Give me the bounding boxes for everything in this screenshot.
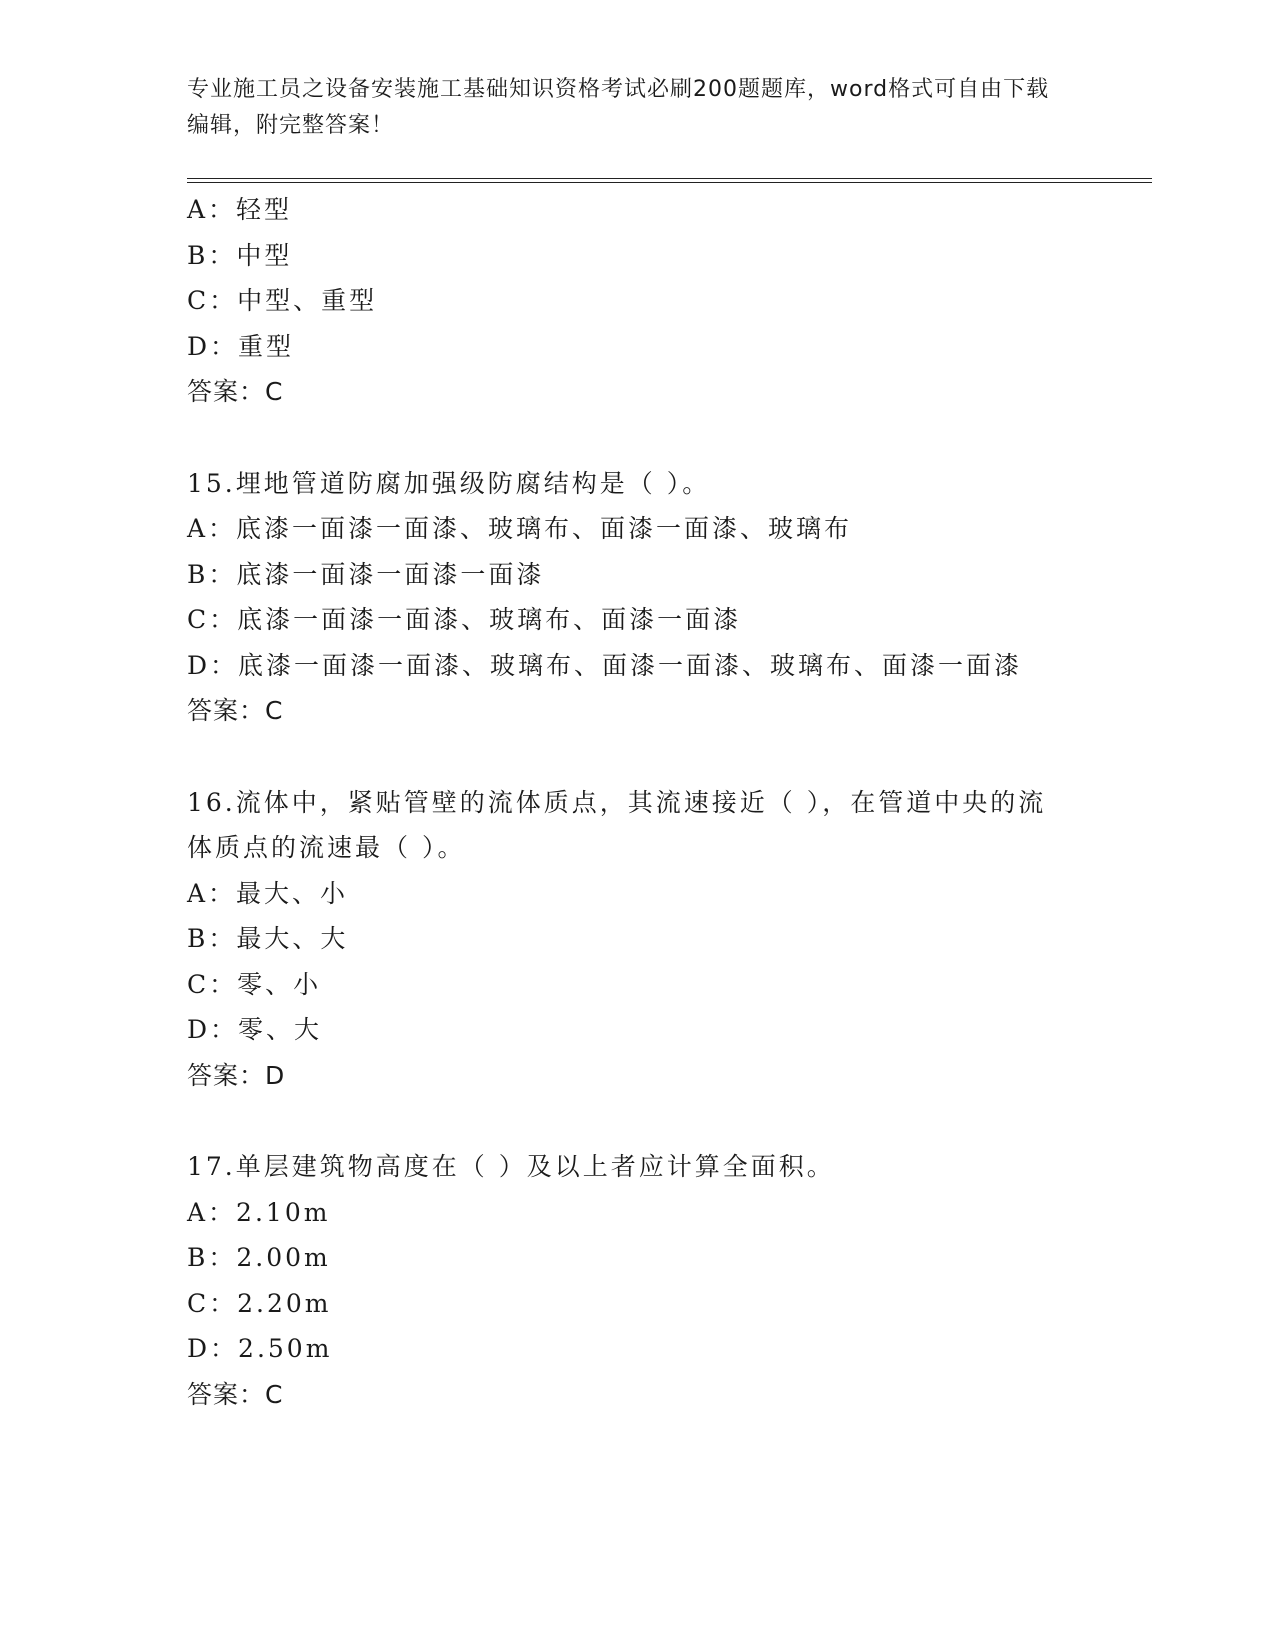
answer-line: 答案：C [187, 696, 284, 725]
question-item [187, 187, 1147, 415]
question-item [187, 1144, 1147, 1417]
question-item [187, 461, 1147, 734]
spacer [187, 734, 1147, 780]
question-stem: 15.埋地管道防腐加强级防腐结构是（ ）。 [187, 468, 711, 498]
option-a: A：2.10m [187, 1197, 331, 1227]
question-stem: 17.单层建筑物高度在（ ）及以上者应计算全面积。 [187, 1152, 835, 1181]
option-c: C：零、小 [187, 969, 322, 999]
option-b: B：中型 [187, 240, 293, 270]
header-divider-top [187, 178, 1152, 179]
option-c: C：2.20m [187, 1288, 332, 1318]
header-divider-bottom [187, 182, 1152, 183]
option-d: D：2.50m [187, 1334, 333, 1363]
option-c: C：底漆一面漆一面漆、玻璃布、面漆一面漆 [187, 605, 742, 634]
question-stem: 16.流体中，紧贴管壁的流体质点，其流速接近（ ），在管道中央的流体质点的流速最（ ）。 [187, 787, 1047, 862]
answer-line: 答案：C [187, 1379, 284, 1409]
option-d: D：重型 [187, 331, 295, 361]
option-b: B：2.00m [187, 1243, 331, 1272]
question-list [187, 187, 1147, 1417]
option-c: C：中型、重型 [187, 286, 378, 315]
document-header: 专业施工员之设备安装施工基础知识资格考试必刷200题题库，word格式可自由下载编辑，附完整答案！ [187, 77, 1050, 138]
option-a: A：底漆一面漆一面漆、玻璃布、面漆一面漆、玻璃布 [187, 514, 853, 543]
answer-line: 答案：C [187, 377, 284, 406]
option-d: D：零、大 [187, 1015, 323, 1044]
option-a: A：最大、小 [187, 878, 349, 908]
option-d: D：底漆一面漆一面漆、玻璃布、面漆一面漆、玻璃布、面漆一面漆 [187, 650, 1023, 680]
question-item [187, 780, 1147, 1099]
spacer [187, 1098, 1147, 1144]
option-a: A：轻型 [187, 195, 293, 224]
spacer [187, 415, 1147, 461]
option-b: B：底漆一面漆一面漆一面漆 [187, 559, 545, 589]
option-b: B：最大、大 [187, 924, 349, 953]
answer-line: 答案：D [187, 1060, 286, 1090]
